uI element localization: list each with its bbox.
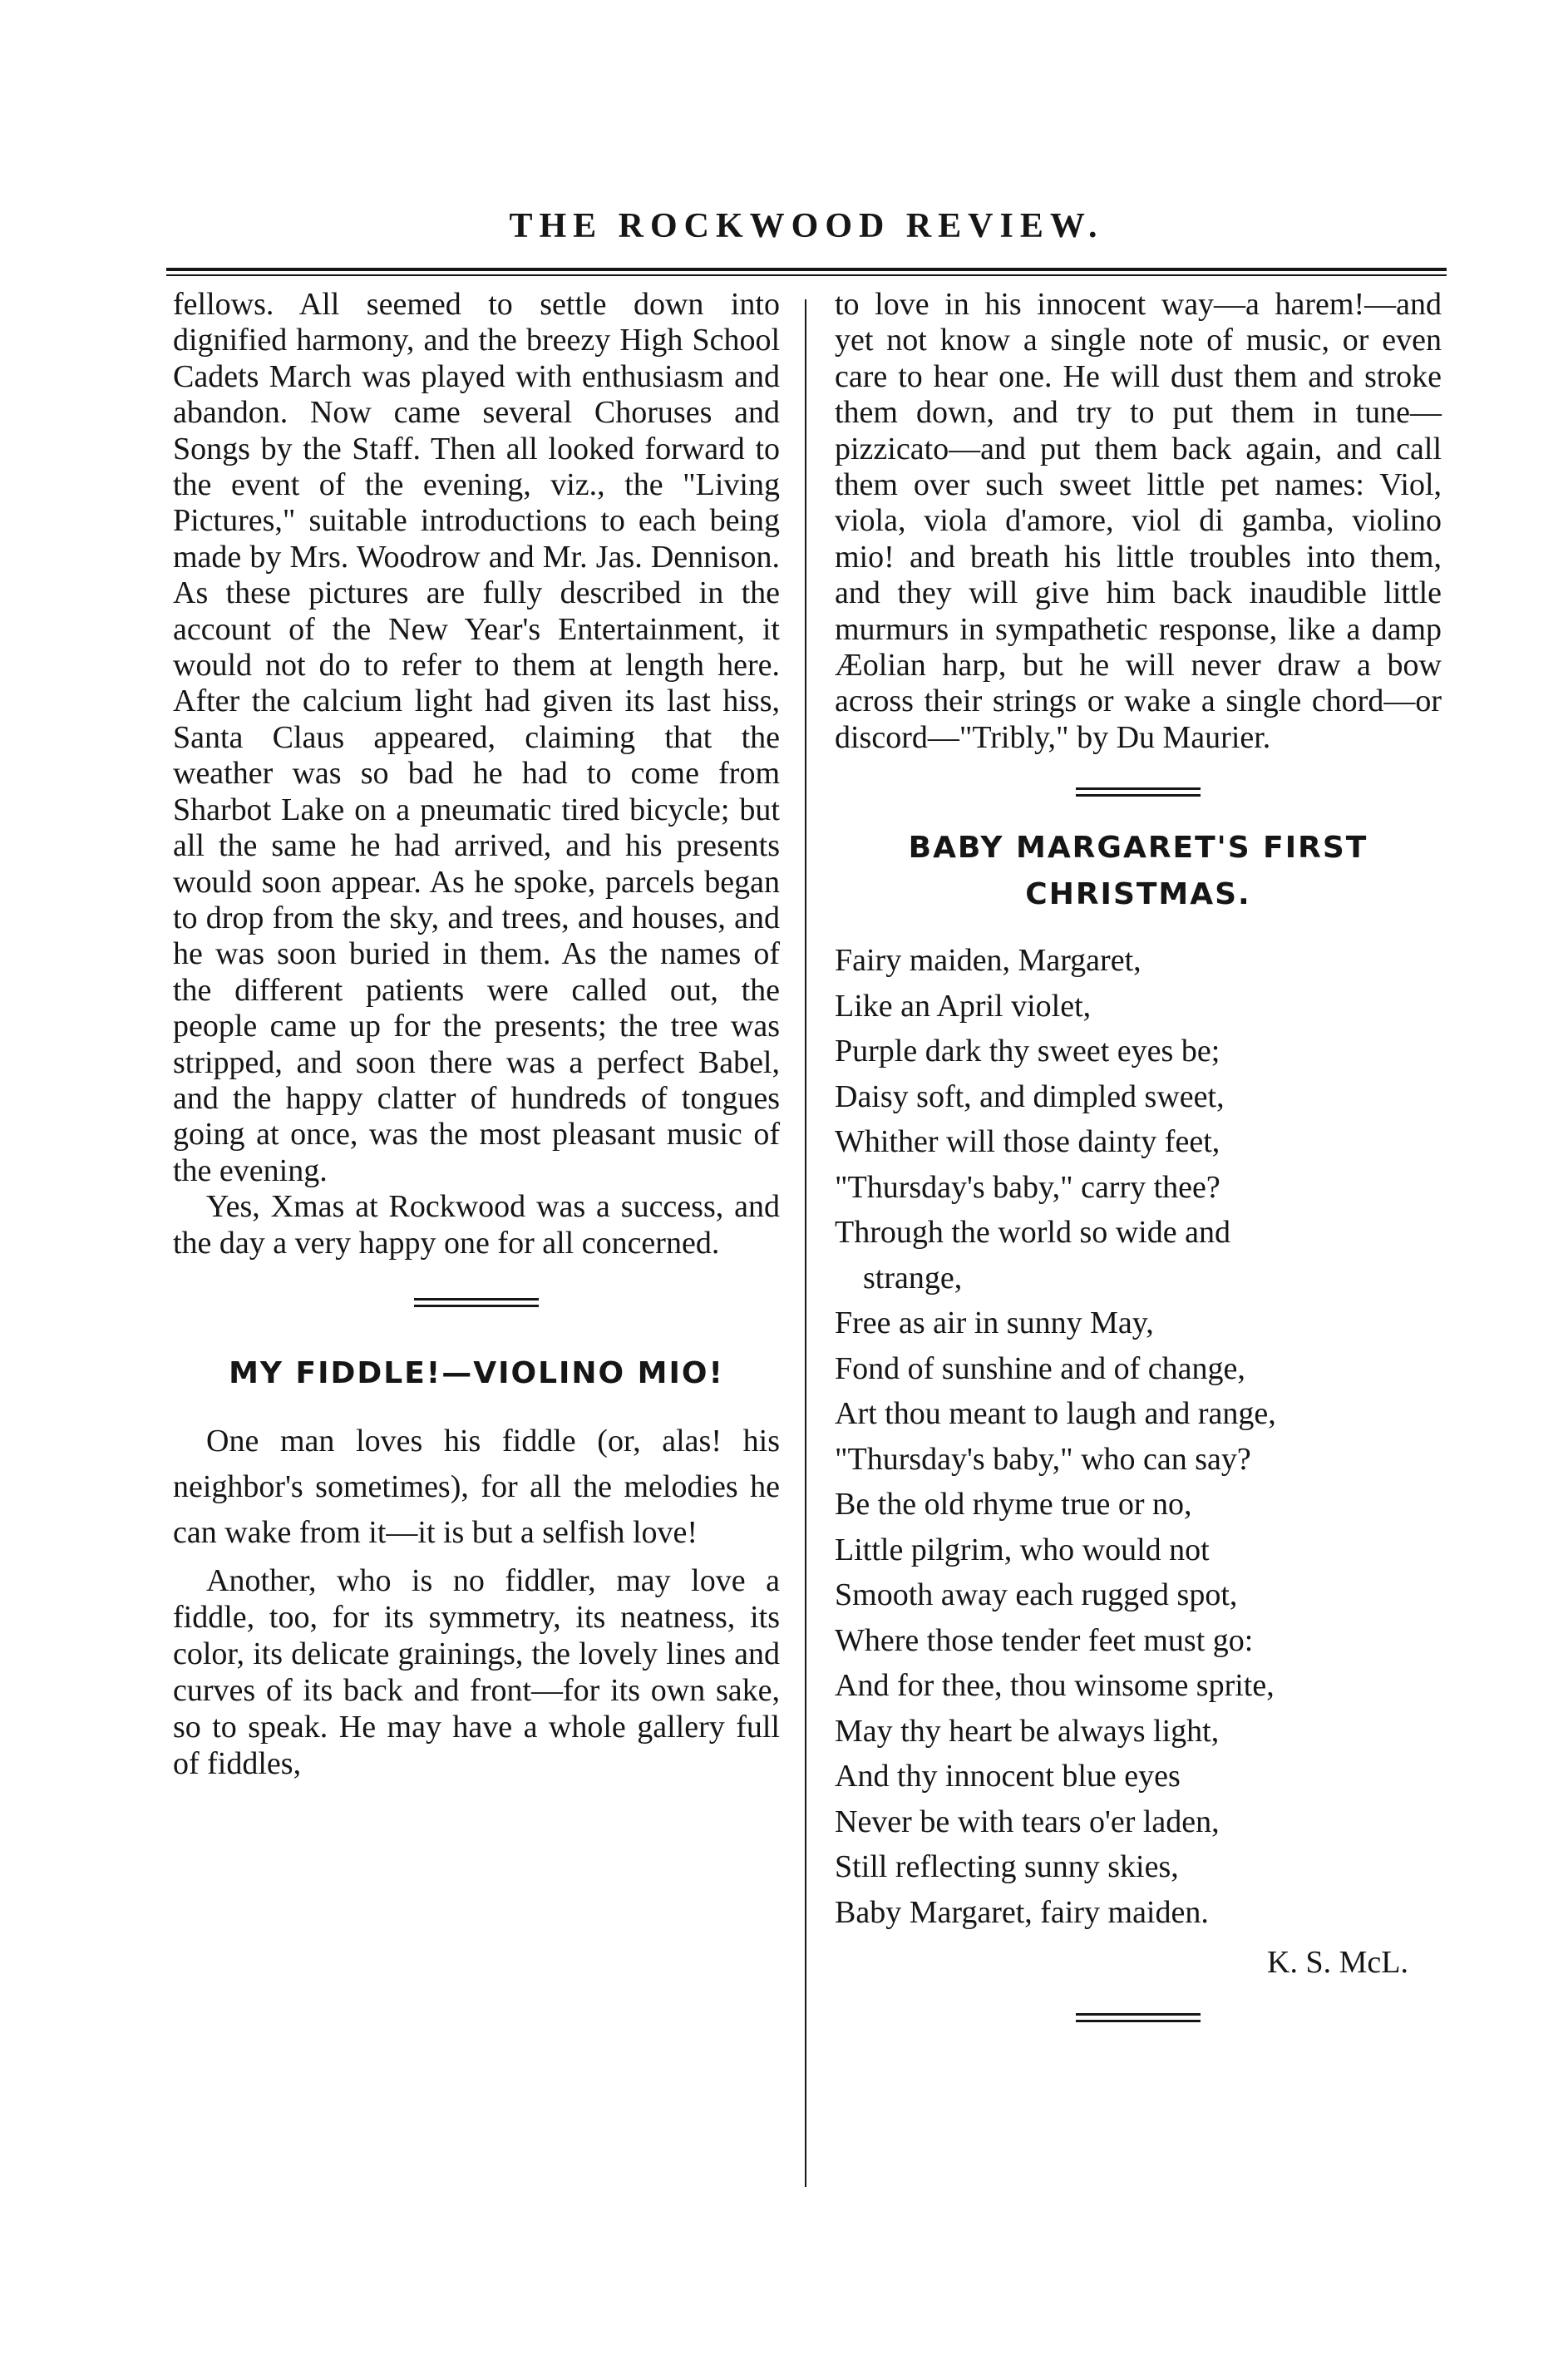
poem-line: And thy innocent blue eyes (835, 1759, 1181, 1794)
poem-line: "Thursday's baby," who can say? (835, 1441, 1251, 1477)
poem-line: strange, (863, 1260, 963, 1296)
poem-line: Free as air in sunny May, (835, 1305, 1154, 1341)
poem-line: Purple dark thy sweet eyes be; (835, 1034, 1220, 1069)
poem-line: Through the world so wide and (835, 1215, 1230, 1251)
header-rule-thin (166, 274, 1447, 276)
section-ornament (1076, 787, 1201, 797)
section-ornament (414, 1298, 539, 1307)
poem-line: Fond of sunshine and of change, (835, 1350, 1245, 1386)
xmas-article-paragraph: Yes, Xmas at Rockwood was a success, and the day a very happy one for all concerned. (173, 1189, 780, 1261)
poem-line: Where those tender feet must go: (835, 1622, 1254, 1658)
poem-line: Art thou meant to laugh and range, (835, 1396, 1276, 1432)
poem-line: Like an April violet, (835, 988, 1092, 1024)
poem-line: Still reflecting sunny skies, (835, 1849, 1179, 1885)
right-column (835, 287, 1442, 2056)
poem-signature: K. S. McL. (1267, 1945, 1408, 1981)
poem-line: Baby Margaret, fairy maiden. (835, 1894, 1209, 1930)
fiddle-article-paragraph: One man loves his fiddle (or, alas! his neighbor's sometimes), for all the melodies he can wake from it—it is but a selfish love! (173, 1423, 780, 1550)
section-ornament (1076, 2013, 1201, 2022)
poem-line: Smooth away each rugged spot, (835, 1577, 1238, 1613)
fiddle-article-continuation: to love in his innocent way—a harem!—and yet not know a single note of music, or even care to hear one. He will dust them and stroke them down, and try to put them in tune—pizzicato—and put them back again, and call them over such sweet little pet names: Viol, viola, viola d'amore, viol di gamba, violino mio! and breath his little troubles into them, and they will give him back inaudible little murmurs in sympathetic response, like a damp Æolian harp, but he will never draw a bow across their strings or wake a single chord—or discord—"Tribly," by Du Maurier. (835, 287, 1442, 755)
page-header: THE ROCKWOOD REVIEW. (509, 207, 1104, 245)
poem-line: Never be with tears o'er laden, (835, 1804, 1220, 1839)
poem-lines (835, 938, 1442, 1935)
poem-line: And for thee, thou winsome sprite, (835, 1668, 1275, 1704)
fiddle-article-paragraph: Another, who is no fiddler, may love a fiddle, too, for its symmetry, its neatness, its color, its delicate grainings, the lovely lines and curves of its back and front—for its own sake, so to speak. He may have a whole gallery full of fiddles, (173, 1562, 780, 1781)
fiddle-article-title: MY FIDDLE!—VIOLINO MIO! (229, 1355, 724, 1390)
left-column (173, 287, 780, 1782)
poem-line: "Thursday's baby," carry thee? (835, 1169, 1220, 1205)
header-rule (166, 268, 1447, 271)
poem-title: BABY MARGARET'S FIRST CHRISTMAS. (908, 831, 1368, 912)
column-divider (805, 299, 806, 2187)
xmas-article-paragraph: fellows. All seemed to settle down into dignified harmony, and the breezy High School Cadets March was played with enthusiasm and abandon. Now came several Choruses and Songs by the Staff. Then all looked forward to the event of the evening, viz., the "Living Pictures," suitable introductions to each being made by Mrs. Woodrow and Mr. Jas. Dennison. As these pictures are fully described in the account of the New Year's Entertainment, it would not do to refer to them at length here. After the calcium light had given its last hiss, Santa Claus appeared, claiming that the weather was so bad he had to come from Sharbot Lake on a pneumatic tired bicycle; but all the same he had arrived, and his presents would soon appear. As he spoke, parcels began to drop from the sky, and trees, and houses, and he was soon buried in them. As the names of the different patients were called out, the people came up for the presents; the tree was stripped, and soon there was a perfect Babel, and the happy clatter of hundreds of tongues going at once, was the most pleasant music of the evening. (173, 287, 780, 1188)
poem-line: Be the old rhyme true or no, (835, 1487, 1192, 1523)
poem-line: Fairy maiden, Margaret, (835, 943, 1141, 979)
poem-line: May thy heart be always light, (835, 1713, 1220, 1749)
poem-line: Daisy soft, and dimpled sweet, (835, 1078, 1225, 1114)
poem-line: Little pilgrim, who would not (835, 1532, 1210, 1567)
poem-line: Whither will those dainty feet, (835, 1124, 1220, 1160)
